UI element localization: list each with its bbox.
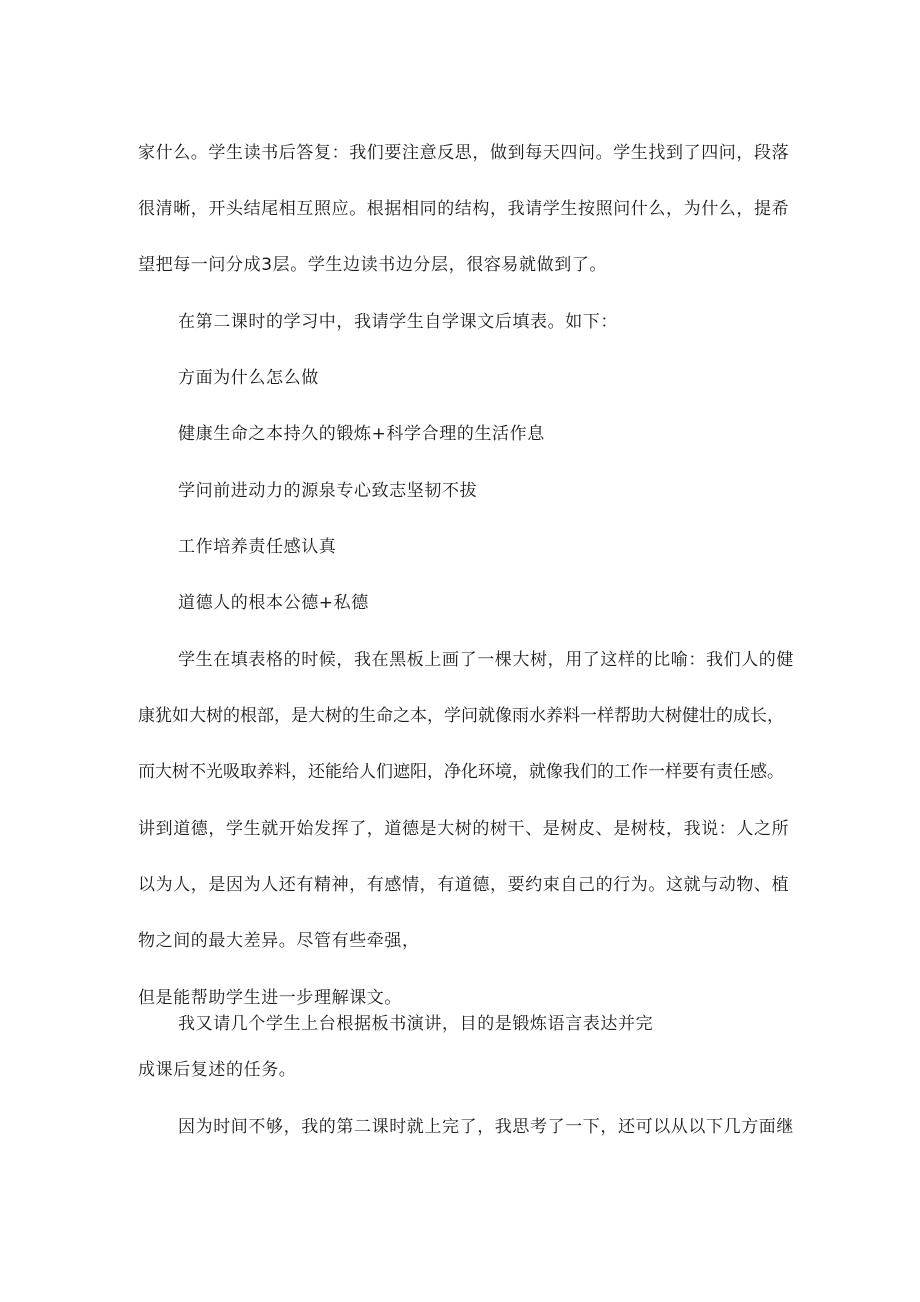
paragraph-line: 家什么。学生读书后答复：我们要注意反思，做到每天四问。学生找到了四问，段落 (138, 143, 790, 163)
table-line: 健康生命之本持久的锻炼+科学合理的生活作息 (178, 424, 545, 444)
paragraph-line: 成课后复述的任务。 (138, 1060, 297, 1080)
paragraph-line: 我又请几个学生上台根据板书演讲，目的是锻炼语言表达并完 (178, 1014, 654, 1034)
paragraph-line: 讲到道德，学生就开始发挥了，道德是大树的树干、是树皮、是树枝，我说：人之所 (138, 819, 790, 839)
paragraph-line: 很清晰，开头结尾相互照应。根据相同的结构，我请学生按照问什么，为什么，提希 (138, 199, 790, 219)
paragraph-line: 因为时间不够，我的第二课时就上完了，我思考了一下，还可以从以下几方面继 (178, 1117, 794, 1137)
paragraph-line: 物之间的最大差异。尽管有些牵强， (138, 931, 420, 951)
paragraph-line: 而大树不光吸取养料，还能给人们遮阳，净化环境，就像我们的工作一样要有责任感。 (138, 762, 784, 782)
table-line: 方面为什么怎么做 (178, 368, 319, 388)
paragraph-line: 望把每一问分成3层。学生边读书边分层，很容易就做到了。 (138, 255, 608, 275)
paragraph-line: 以为人，是因为人还有精神，有感情，有道德，要约束自己的行为。这就与动物、植 (138, 875, 790, 895)
table-line: 学问前进动力的源泉专心致志坚韧不拔 (178, 481, 478, 501)
paragraph-line: 学生在填表格的时候，我在黑板上画了一棵大树，用了这样的比喻：我们人的健 (178, 650, 794, 670)
paragraph-line: 康犹如大树的根部，是大树的生命之本，学问就像雨水养料一样帮助大树健壮的成长， (138, 706, 784, 726)
table-line: 工作培养责任感认真 (178, 537, 337, 557)
paragraph-line: 但是能帮助学生进一步理解课文。 (138, 988, 402, 1008)
table-line: 道德人的根本公德+私德 (178, 593, 369, 613)
paragraph-line: 在第二课时的学习中，我请学生自学课文后填表。如下： (178, 312, 618, 332)
